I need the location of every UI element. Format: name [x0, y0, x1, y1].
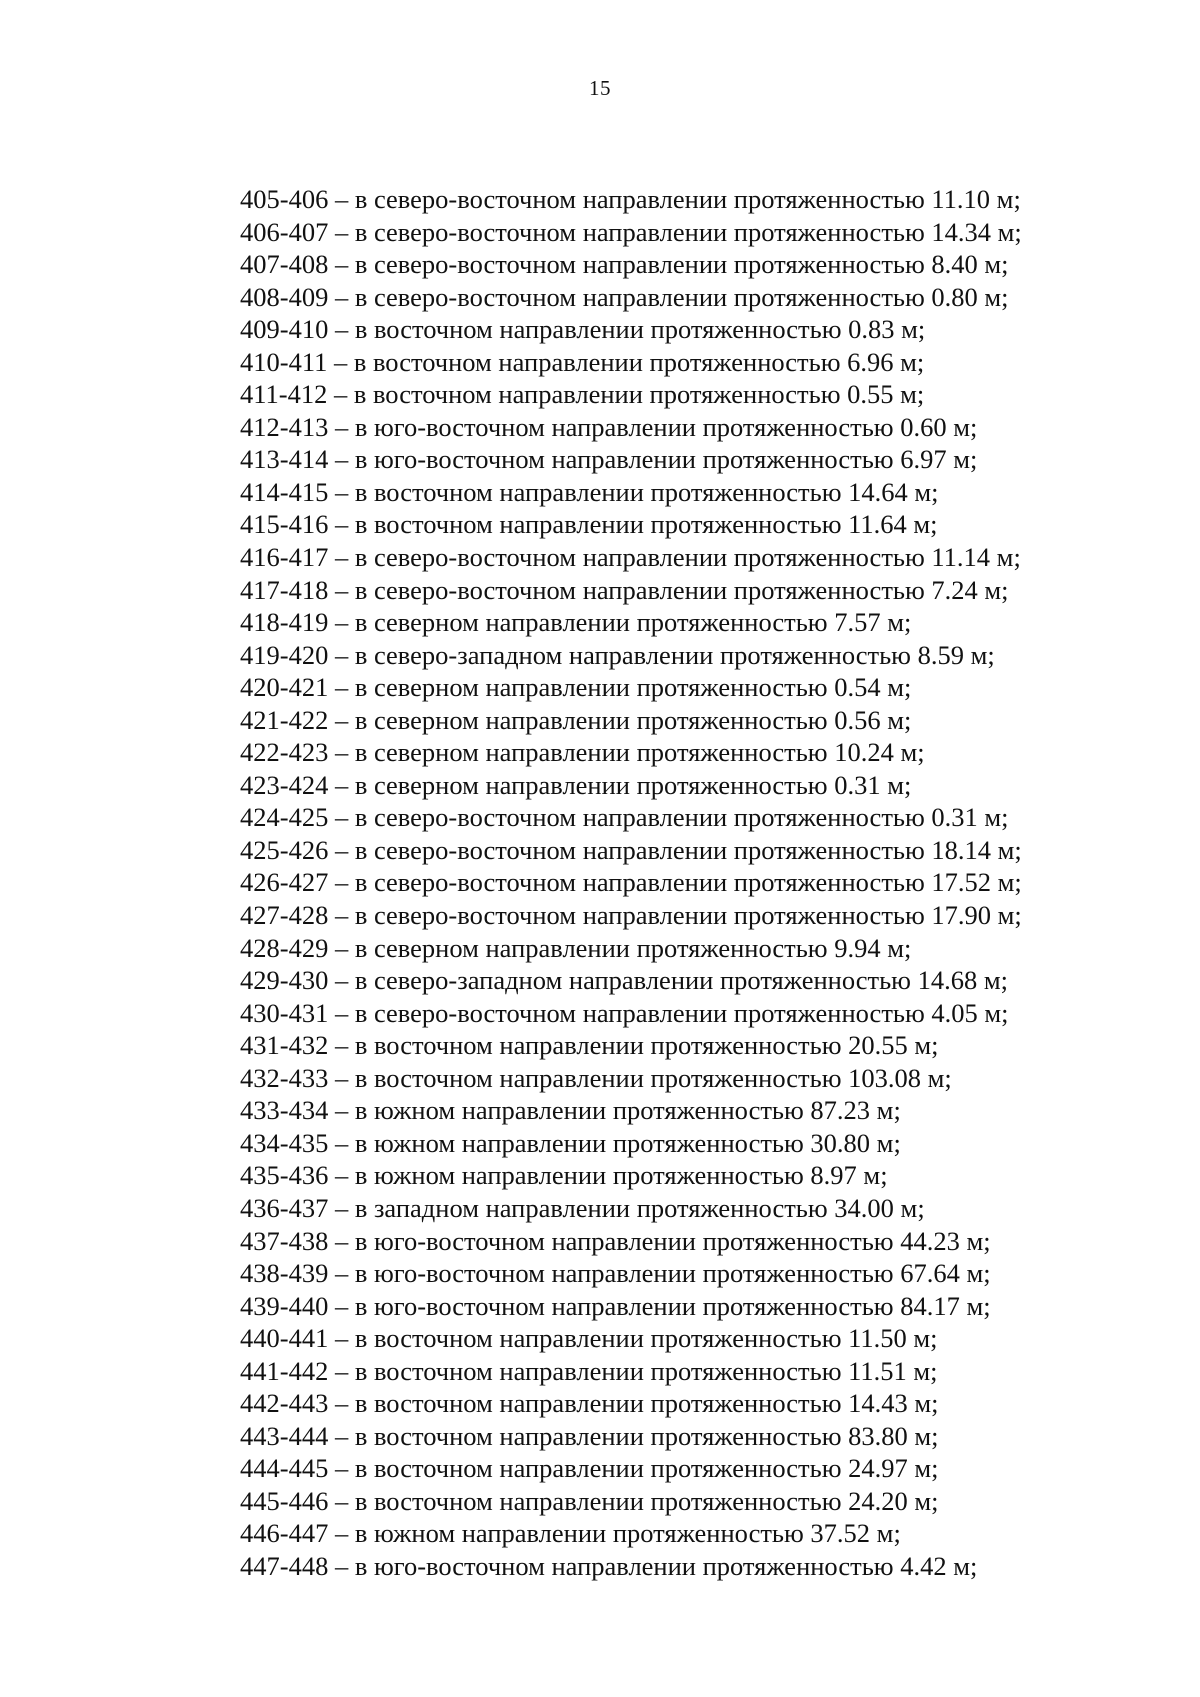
boundary-segment-line: 434-435 – в южном направлении протяженностью 30.80 м; [240, 1127, 901, 1158]
boundary-segment-line: 445-446 – в восточном направлении протяженностью 24.20 м; [240, 1485, 939, 1516]
page-number: 15 [589, 76, 611, 100]
boundary-segment-line: 423-424 – в северном направлении протяженностью 0.31 м; [240, 769, 912, 800]
boundary-segment-line: 438-439 – в юго-восточном направлении протяженностью 67.64 м; [240, 1258, 991, 1289]
boundary-segment-line: 446-447 – в южном направлении протяженностью 37.52 м; [240, 1518, 901, 1549]
boundary-segment-line: 428-429 – в северном направлении протяженностью 9.94 м; [240, 932, 912, 963]
boundary-segment-line: 440-441 – в восточном направлении протяженностью 11.50 м; [240, 1323, 938, 1354]
boundary-segment-line: 415-416 – в восточном направлении протяженностью 11.64 м; [240, 509, 938, 540]
boundary-segment-line: 411-412 – в восточном направлении протяженностью 0.55 м; [240, 379, 925, 410]
boundary-segment-line: 420-421 – в северном направлении протяженностью 0.54 м; [240, 672, 912, 703]
boundary-segment-line: 443-444 – в восточном направлении протяженностью 83.80 м; [240, 1420, 939, 1451]
boundary-segment-line: 413-414 – в юго-восточном направлении протяженностью 6.97 м; [240, 444, 978, 475]
boundary-segment-line: 408-409 – в северо-восточном направлении протяженностью 0.80 м; [240, 281, 1009, 312]
boundary-segment-line: 422-423 – в северном направлении протяженностью 10.24 м; [240, 737, 925, 768]
boundary-segment-line: 412-413 – в юго-восточном направлении протяженностью 0.60 м; [240, 411, 978, 442]
boundary-segment-line: 424-425 – в северо-восточном направлении протяженностью 0.31 м; [240, 802, 1009, 833]
boundary-segment-line: 421-422 – в северном направлении протяженностью 0.56 м; [240, 704, 912, 735]
boundary-segment-line: 444-445 – в восточном направлении протяженностью 24.97 м; [240, 1453, 939, 1484]
boundary-segment-line: 435-436 – в южном направлении протяженностью 8.97 м; [240, 1160, 888, 1191]
boundary-segment-line: 410-411 – в восточном направлении протяженностью 6.96 м; [240, 346, 925, 377]
boundary-segment-line: 426-427 – в северо-восточном направлении протяженностью 17.52 м; [240, 867, 1022, 898]
boundary-segment-line: 406-407 – в северо-восточном направлении протяженностью 14.34 м; [240, 216, 1022, 247]
boundary-segment-line: 447-448 – в юго-восточном направлении протяженностью 4.42 м; [240, 1550, 978, 1581]
boundary-segment-line: 416-417 – в северо-восточном направлении протяженностью 11.14 м; [240, 542, 1021, 573]
boundary-segment-line: 439-440 – в юго-восточном направлении протяженностью 84.17 м; [240, 1290, 991, 1321]
boundary-segment-line: 427-428 – в северо-восточном направлении протяженностью 17.90 м; [240, 900, 1022, 931]
boundary-segment-line: 437-438 – в юго-восточном направлении протяженностью 44.23 м; [240, 1225, 991, 1256]
boundary-segment-line: 418-419 – в северном направлении протяженностью 7.57 м; [240, 607, 912, 638]
boundary-segment-line: 430-431 – в северо-восточном направлении протяженностью 4.05 м; [240, 997, 1009, 1028]
boundary-segment-line: 414-415 – в восточном направлении протяженностью 14.64 м; [240, 476, 939, 507]
boundary-segment-line: 407-408 – в северо-восточном направлении протяженностью 8.40 м; [240, 249, 1009, 280]
boundary-segment-line: 405-406 – в северо-восточном направлении протяженностью 11.10 м; [240, 184, 1021, 214]
boundary-segment-line: 433-434 – в южном направлении протяженностью 87.23 м; [240, 1095, 901, 1126]
boundary-segment-line: 431-432 – в восточном направлении протяженностью 20.55 м; [240, 1030, 939, 1061]
boundary-segment-line: 432-433 – в восточном направлении протяженностью 103.08 м; [240, 1062, 952, 1093]
boundary-segment-list [240, 183, 1022, 1583]
boundary-segment-line: 425-426 – в северо-восточном направлении протяженностью 18.14 м; [240, 834, 1022, 865]
boundary-segment-line: 441-442 – в восточном направлении протяженностью 11.51 м; [240, 1355, 938, 1386]
boundary-segment-line: 436-437 – в западном направлении протяженностью 34.00 м; [240, 1192, 925, 1223]
boundary-segment-line: 442-443 – в восточном направлении протяженностью 14.43 м; [240, 1388, 939, 1419]
boundary-segment-line: 417-418 – в северо-восточном направлении протяженностью 7.24 м; [240, 574, 1009, 605]
boundary-segment-line: 429-430 – в северо-западном направлении протяженностью 14.68 м; [240, 965, 1008, 996]
boundary-segment-line: 409-410 – в восточном направлении протяженностью 0.83 м; [240, 314, 926, 345]
boundary-segment-line: 419-420 – в северо-западном направлении протяженностью 8.59 м; [240, 639, 995, 670]
